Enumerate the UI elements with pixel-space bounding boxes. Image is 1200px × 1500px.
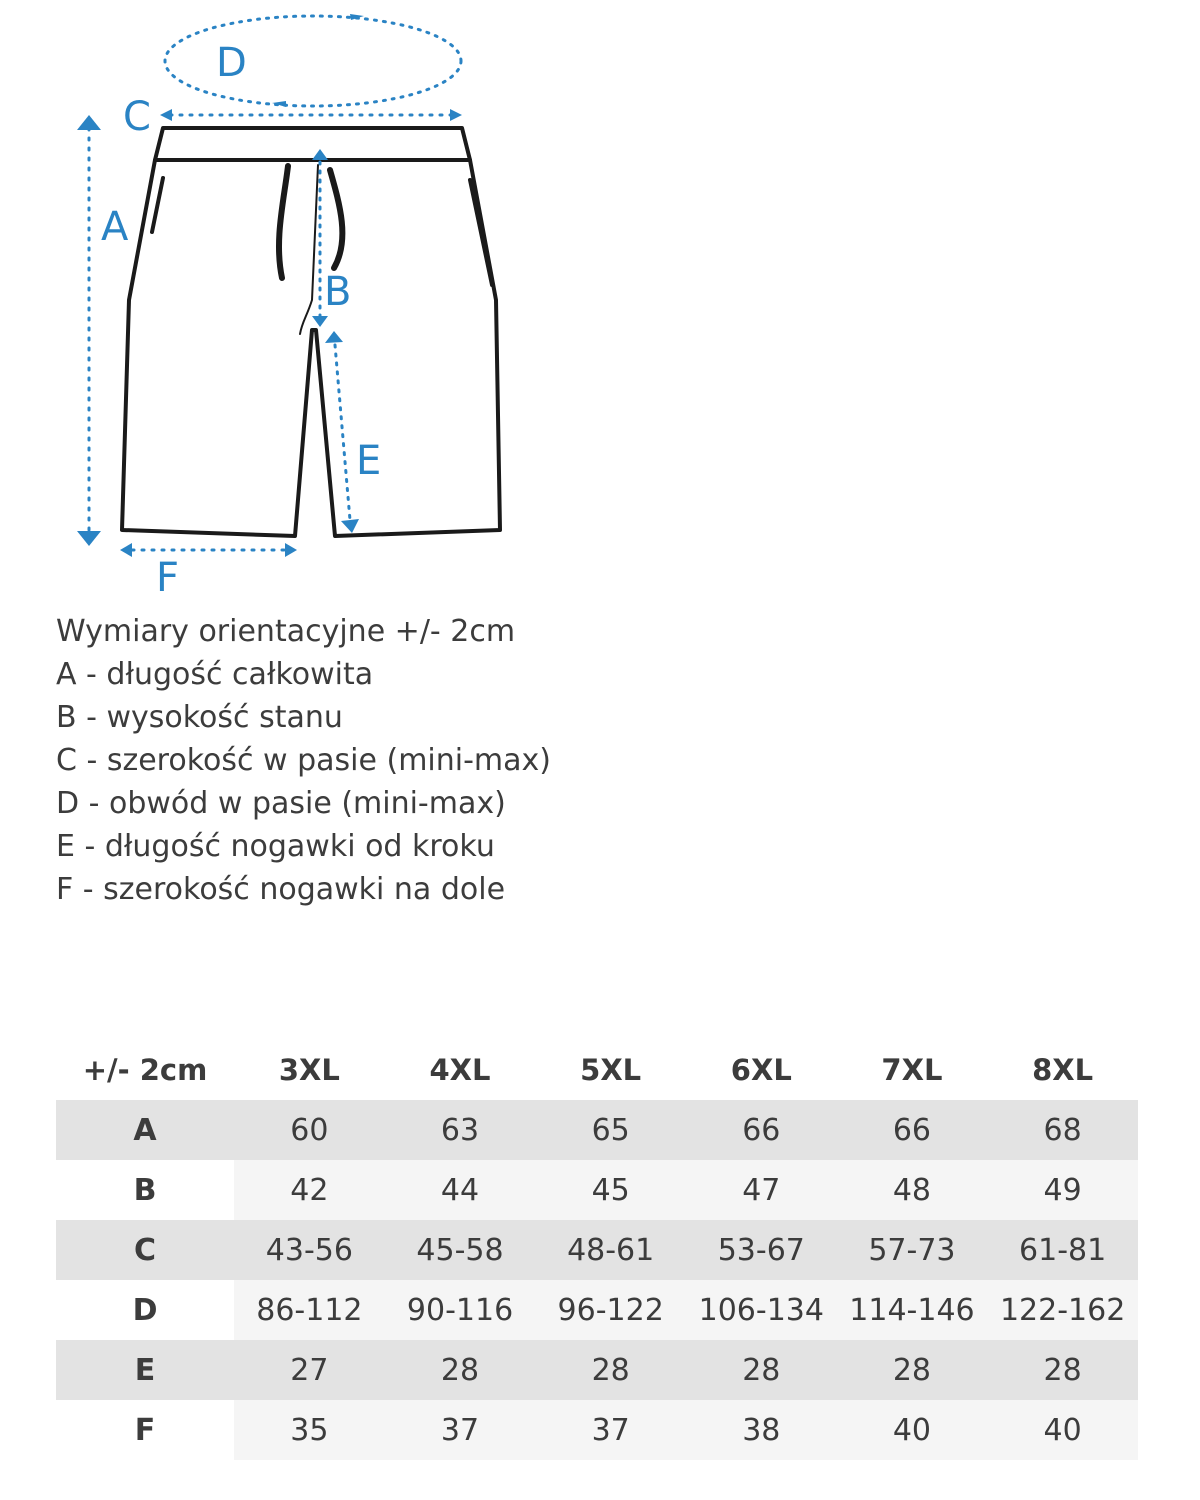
table-row: [56, 1220, 1138, 1280]
table-cell: 106-134: [686, 1280, 837, 1340]
table-header-row: [56, 1040, 1138, 1100]
column-header: 3XL: [278, 1053, 340, 1087]
total-length-indicator: [77, 115, 101, 546]
table-cell: 28: [686, 1340, 837, 1400]
table-row: [56, 1280, 1138, 1340]
table-cell: 47: [686, 1160, 837, 1220]
row-label: C: [56, 1220, 234, 1280]
table-cell: 65: [535, 1100, 686, 1160]
table-cell: 68: [987, 1100, 1138, 1160]
label-b: B: [324, 269, 352, 315]
table-cell: 53-67: [686, 1220, 837, 1280]
table-corner-header: +/- 2cm: [82, 1053, 208, 1087]
label-c: C: [123, 94, 151, 140]
row-label: D: [56, 1280, 234, 1340]
legend-item-d: D - obwód w pasie (mini-max): [56, 786, 506, 821]
table-cell: 86-112: [234, 1280, 385, 1340]
legend-item-e: E - długość nogawki od kroku: [56, 829, 495, 864]
legend-item-c: C - szerokość w pasie (mini-max): [56, 743, 551, 778]
shorts-measurement-diagram: [0, 0, 560, 610]
leg-opening-indicator: [120, 543, 297, 557]
label-a: A: [101, 204, 129, 250]
column-header: 7XL: [881, 1053, 943, 1087]
row-label: F: [56, 1400, 234, 1460]
table-cell: 63: [385, 1100, 536, 1160]
table-cell: 44: [385, 1160, 536, 1220]
table-cell: 40: [987, 1400, 1138, 1460]
table-cell: 57-73: [837, 1220, 988, 1280]
legend-item-f: F - szerokość nogawki na dole: [56, 872, 506, 907]
column-header: 8XL: [1032, 1053, 1094, 1087]
table-cell: 48: [837, 1160, 988, 1220]
waist-circumference-indicator: [165, 14, 461, 107]
label-d: D: [216, 40, 247, 86]
table-row: [56, 1340, 1138, 1400]
table-cell: 45: [535, 1160, 686, 1220]
tolerance-note: Wymiary orientacyjne +/- 2cm: [56, 614, 516, 649]
table-cell: 28: [535, 1340, 686, 1400]
table-cell: 66: [837, 1100, 988, 1160]
table-cell: 122-162: [987, 1280, 1138, 1340]
table-cell: 43-56: [234, 1220, 385, 1280]
table-cell: 42: [234, 1160, 385, 1220]
table-cell: 37: [535, 1400, 686, 1460]
shorts-outline: [122, 128, 500, 536]
column-header: 4XL: [429, 1053, 491, 1087]
table-cell: 90-116: [385, 1280, 536, 1340]
size-table: [56, 1040, 1138, 1460]
legend-item-a: A - długość całkowita: [56, 657, 374, 692]
table-cell: 114-146: [837, 1280, 988, 1340]
column-header: 6XL: [730, 1053, 792, 1087]
measurement-legend: [56, 610, 756, 911]
row-label: A: [56, 1100, 234, 1160]
table-cell: 28: [987, 1340, 1138, 1400]
table-cell: 49: [987, 1160, 1138, 1220]
table-cell: 66: [686, 1100, 837, 1160]
table-cell: 27: [234, 1340, 385, 1400]
table-cell: 45-58: [385, 1220, 536, 1280]
table-cell: 28: [385, 1340, 536, 1400]
row-label: E: [56, 1340, 234, 1400]
table-row: [56, 1100, 1138, 1160]
table-cell: 37: [385, 1400, 536, 1460]
table-cell: 61-81: [987, 1220, 1138, 1280]
row-label: B: [56, 1160, 234, 1220]
label-f: F: [156, 555, 180, 601]
table-cell: 48-61: [535, 1220, 686, 1280]
table-cell: 28: [837, 1340, 988, 1400]
column-header: 5XL: [580, 1053, 642, 1087]
table-row: [56, 1400, 1138, 1460]
legend-item-b: B - wysokość stanu: [56, 700, 343, 735]
label-e: E: [356, 438, 382, 484]
table-cell: 35: [234, 1400, 385, 1460]
waist-width-indicator: [160, 109, 462, 121]
table-cell: 38: [686, 1400, 837, 1460]
table-row: [56, 1160, 1138, 1220]
table-cell: 60: [234, 1100, 385, 1160]
table-cell: 96-122: [535, 1280, 686, 1340]
table-cell: 40: [837, 1400, 988, 1460]
